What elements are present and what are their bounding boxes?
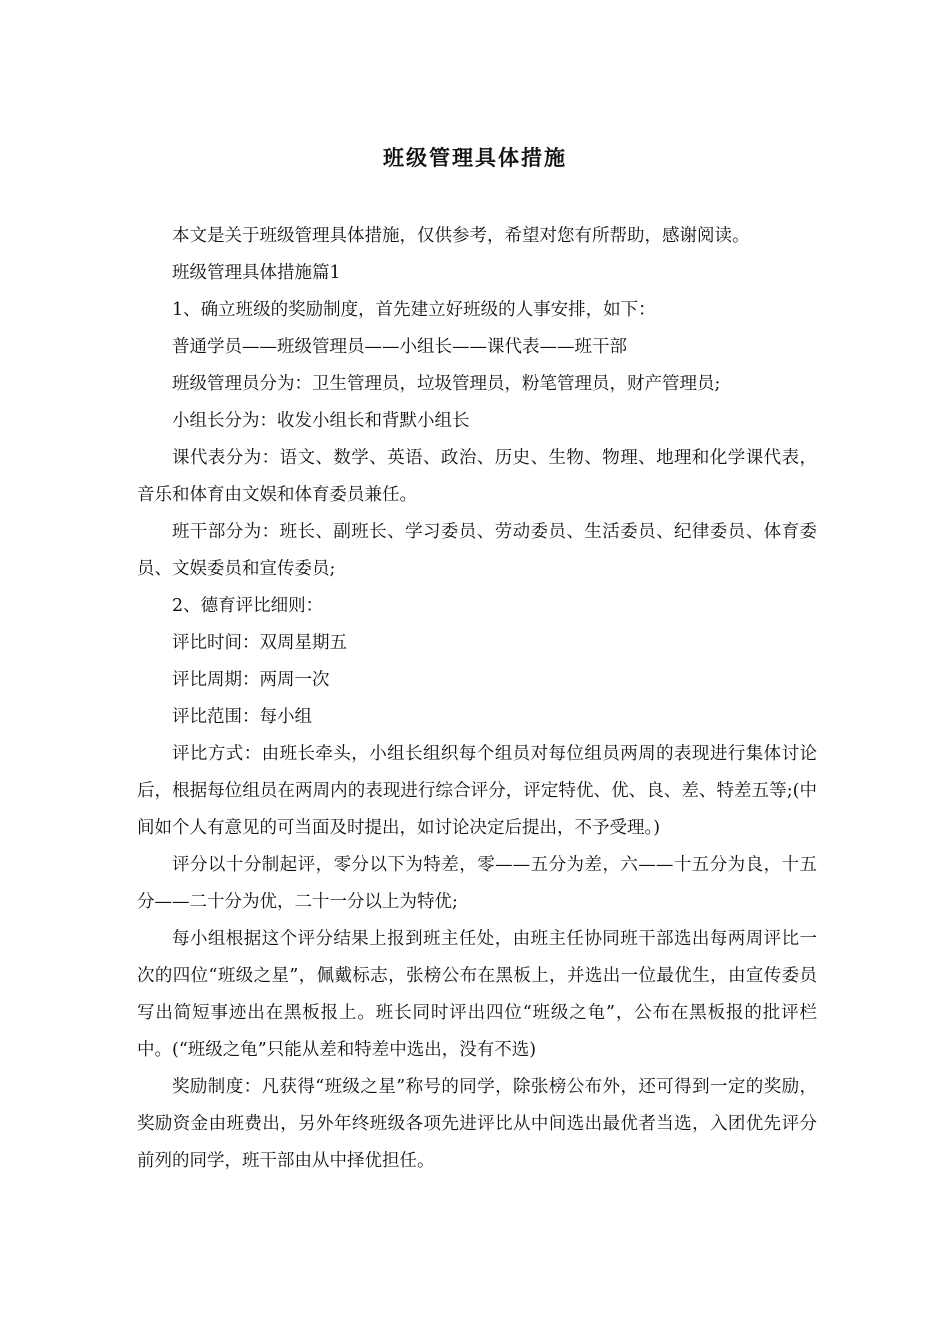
paragraph-class-star: 每小组根据这个评分结果上报到班主任处，由班主任协同班干部选出每两周评比一次的四位“班级之星”，佩戴标志，张榜公布在黑板上，并选出一位最优生，由宣传委员写出简短事迹出在黑板报上。班长同时评出四位“班级之龟”，公布在黑板报的批评栏中。(“班级之龟”只能从差和特差中选出，没有不选) bbox=[137, 929, 817, 1060]
paragraph-class-managers: 班级管理员分为：卫生管理员，垃圾管理员，粉笔管理员，财产管理员; bbox=[172, 374, 721, 394]
paragraph-evaluation-method: 评比方式：由班长牵头，小组长组织每个组员对每位组员两周的表现进行集体讨论后，根据每位组员在两周内的表现进行综合评分，评定特优、优、良、差、特差五等;(中间如个人有意见的可当面及时提出，如讨论决定后提出，不予受理。) bbox=[137, 744, 817, 838]
document-title: 班级管理具体措施 bbox=[383, 145, 567, 170]
paragraph-hierarchy: 普通学员——班级管理员——小组长——课代表——班干部 bbox=[172, 337, 627, 357]
paragraph-evaluation-scope: 评比范围：每小组 bbox=[172, 707, 312, 727]
paragraph-section-heading: 班级管理具体措施篇1 bbox=[172, 263, 341, 283]
paragraph-scoring: 评分以十分制起评，零分以下为特差，零——五分为差，六——十五分为良，十五分——二十分为优，二十一分以上为特优; bbox=[137, 855, 817, 912]
paragraph-subject-reps: 课代表分为：语文、数学、英语、政治、历史、生物、物理、地理和化学课代表，音乐和体育由文娱和体育委员兼任。 bbox=[137, 448, 817, 505]
paragraph-reward-system-heading: 1、确立班级的奖励制度，首先建立好班级的人事安排，如下： bbox=[172, 300, 656, 320]
paragraph-class-cadres: 班干部分为：班长、副班长、学习委员、劳动委员、生活委员、纪律委员、体育委员、文娱委员和宣传委员; bbox=[137, 522, 817, 579]
paragraph-group-leaders: 小组长分为：收发小组长和背默小组长 bbox=[172, 411, 470, 431]
paragraph-reward-rules: 奖励制度：凡获得“班级之星”称号的同学，除张榜公布外，还可得到一定的奖励，奖励资金由班费出，另外年终班级各项先进评比从中间选出最优者当选，入团优先评分前列的同学，班干部由从中择优担任。 bbox=[137, 1077, 817, 1171]
paragraph-evaluation-time: 评比时间：双周星期五 bbox=[172, 633, 347, 653]
paragraph-moral-evaluation-heading: 2、德育评比细则： bbox=[172, 596, 324, 616]
paragraph-intro: 本文是关于班级管理具体措施，仅供参考，希望对您有所帮助，感谢阅读。 bbox=[172, 226, 750, 246]
paragraph-evaluation-cycle: 评比周期：两周一次 bbox=[172, 670, 330, 690]
document-body bbox=[137, 218, 817, 1180]
